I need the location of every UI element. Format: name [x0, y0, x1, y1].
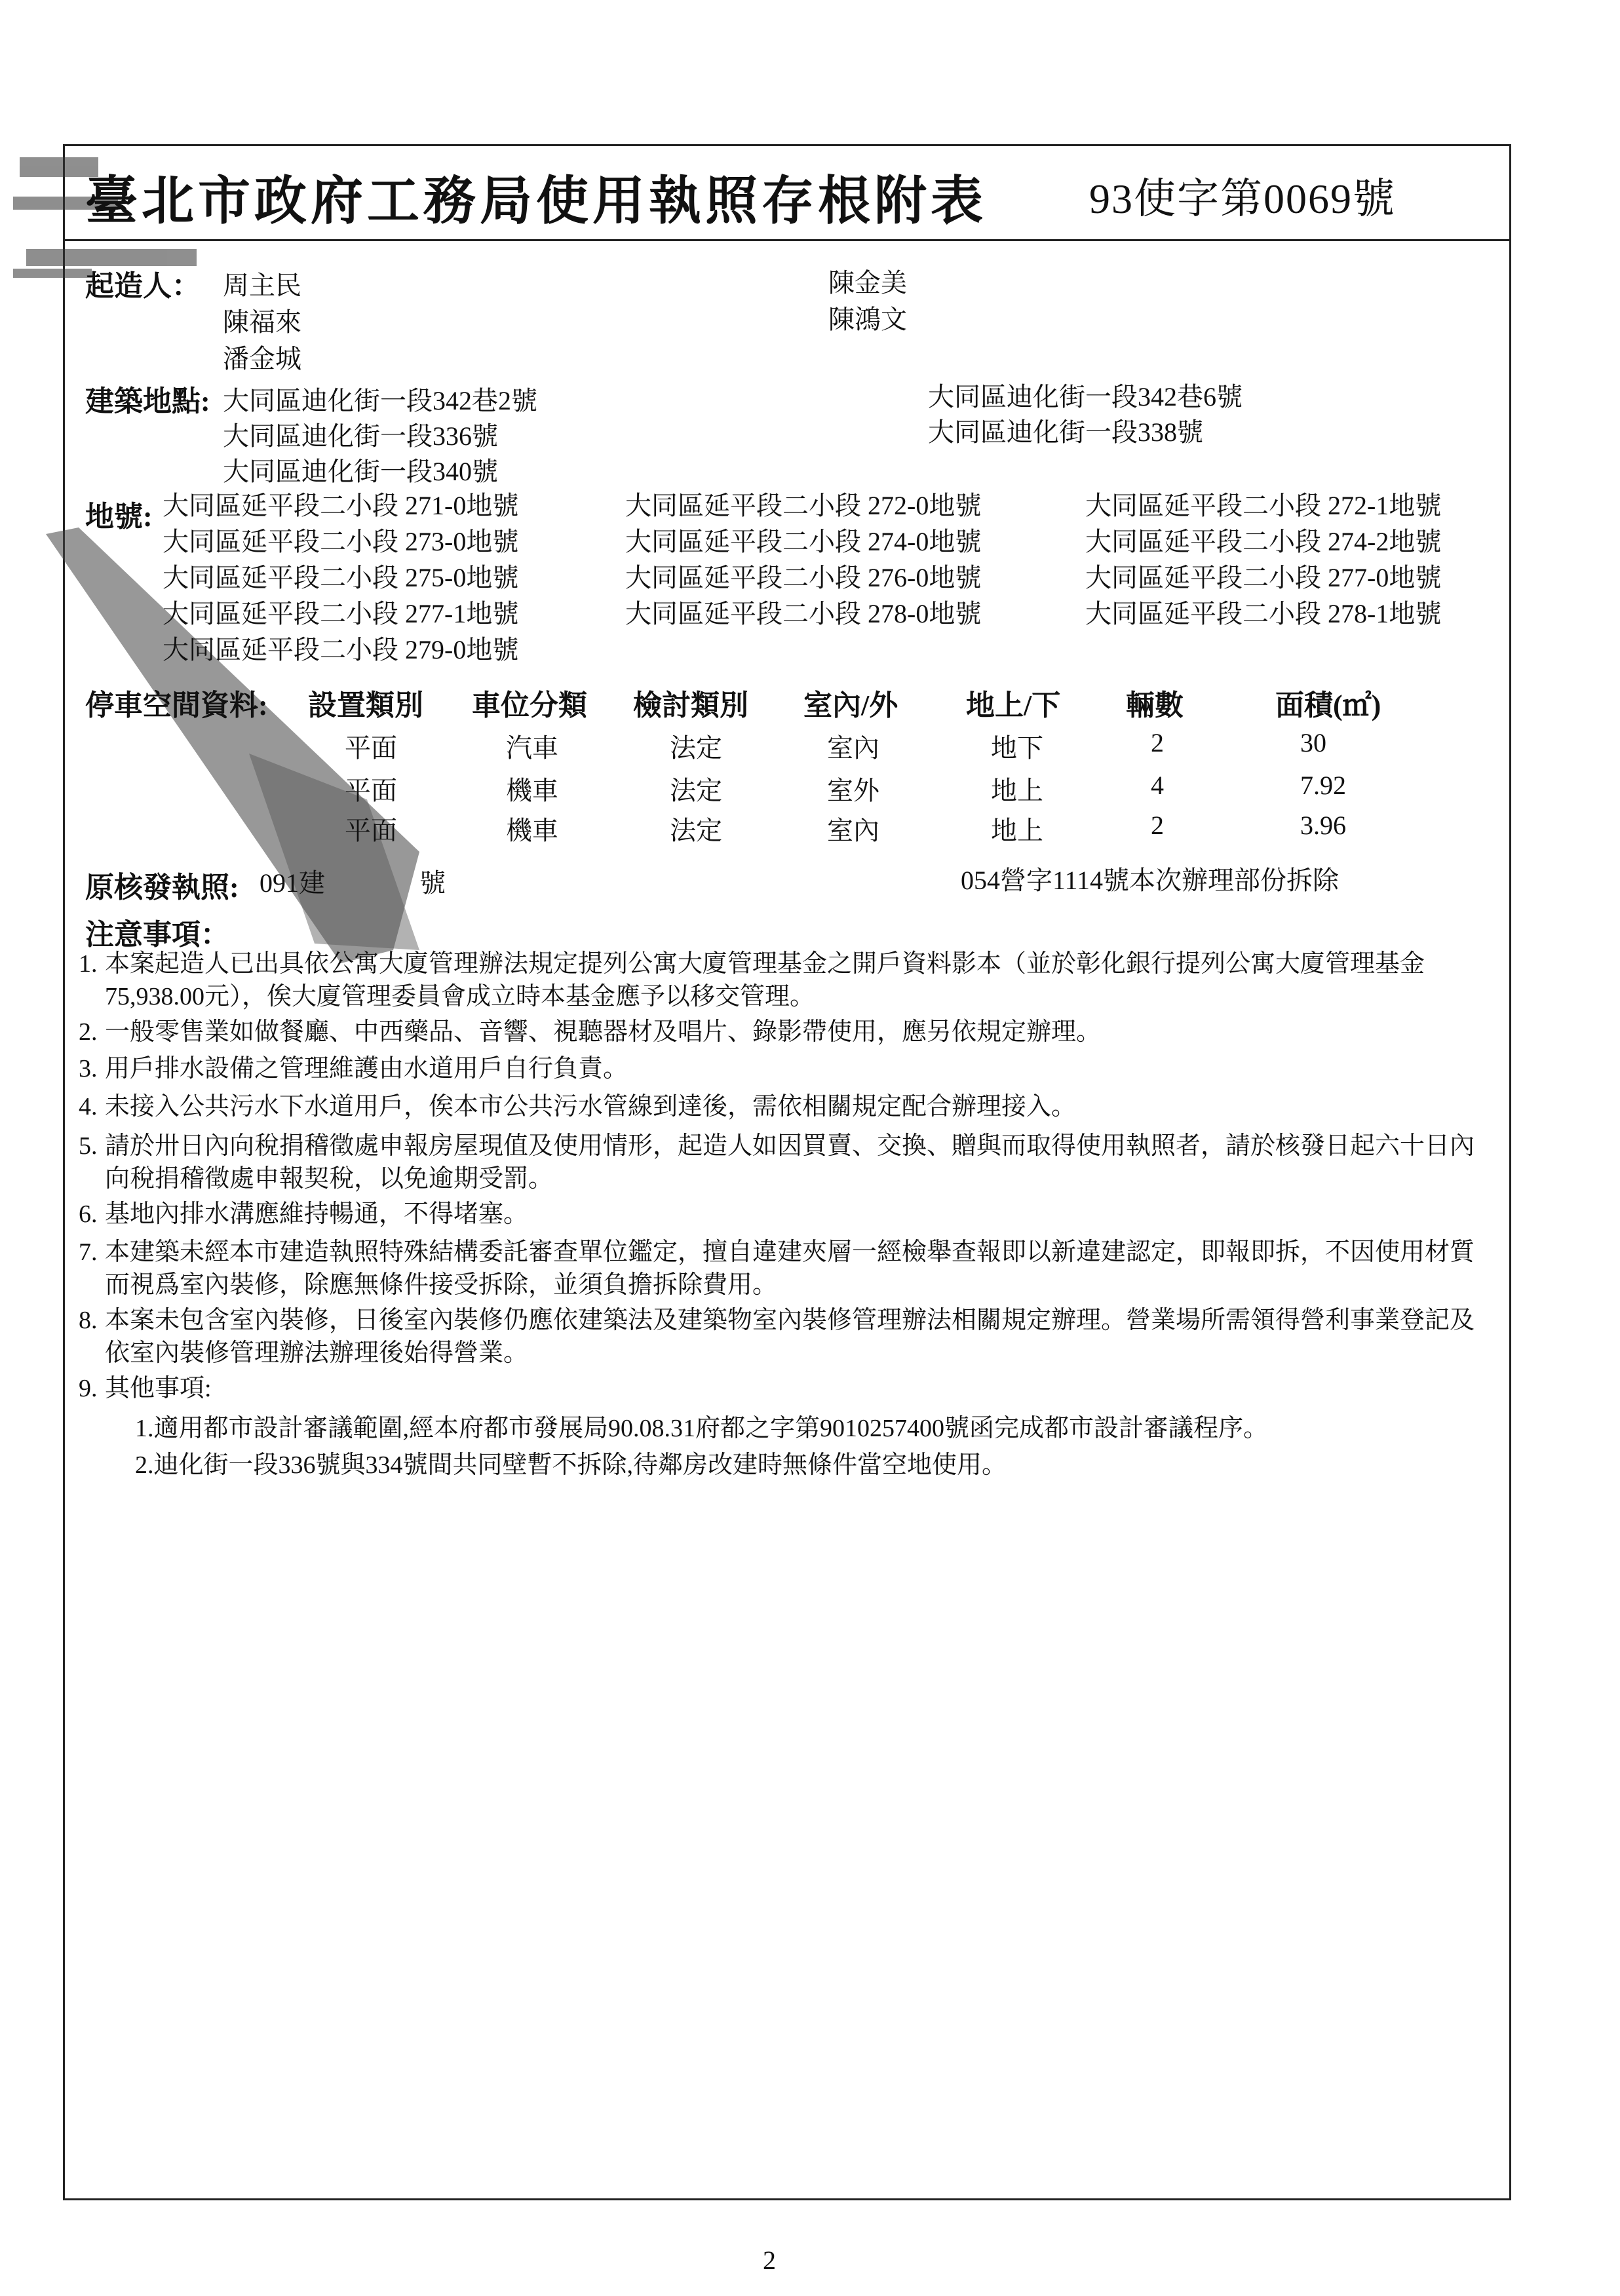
note-number: 3. [79, 1055, 98, 1082]
note-text: 本案起造人已出具依公寓大廈管理辦法規定提列公寓大廈管理基金之開戶資料影本（並於彰化銀行提列公寓大廈管理基金75,938.00元），俟大廈管理委員會成立時本基金應予以移交管理。 [105, 950, 1425, 1010]
parking-cell: 室內 [827, 816, 879, 845]
note-number: 8. [79, 1307, 98, 1334]
note-text: 本建築未經本市建造執照特殊結構委託審查單位鑑定，擅自違建夾層一經檢舉查報即以新違建認定，即報即拆，不因使用材質而視爲室內裝修，除應無條件接受拆除，並須負擔拆除費用。 [105, 1238, 1475, 1299]
parking-cell: 2 [1151, 728, 1164, 757]
note-item [79, 1130, 1488, 1195]
parking-cell: 7.92 [1300, 771, 1346, 800]
parking-header: 室內/外 [803, 689, 898, 721]
note-item [79, 1016, 1488, 1048]
site-address: 大同區迪化街一段342巷2號 [223, 386, 537, 415]
note-text: 其他事項: [105, 1375, 212, 1402]
builder-name: 陳鴻文 [828, 305, 907, 334]
parking-cell: 室內 [827, 733, 879, 763]
note-item [79, 1304, 1488, 1369]
parking-header: 面積(㎡) [1275, 689, 1381, 721]
lot-number: 大同區延平段二小段 274-2地號 [1085, 527, 1442, 556]
parking-cell: 機車 [506, 776, 558, 805]
note-text: 未接入公共污水下水道用戶，俟本市公共污水管線到達後，需依相關規定配合辦理接入。 [105, 1093, 1077, 1120]
parking-cell: 30 [1300, 728, 1326, 757]
site-address: 大同區迪化街一段336號 [223, 421, 498, 451]
notes-label: 注意事項： [85, 919, 229, 951]
builders-label: 起造人： [85, 270, 201, 302]
lot-number: 大同區延平段二小段 279-0地號 [163, 635, 519, 664]
builder-name: 潘金城 [223, 344, 301, 373]
note-number: 6. [79, 1200, 98, 1228]
parking-cell: 平面 [345, 776, 397, 805]
lot-number: 大同區延平段二小段 278-0地號 [625, 599, 982, 628]
parking-cell: 地上 [991, 776, 1043, 805]
note-item [79, 1090, 1488, 1123]
site-label: 建築地點: [85, 385, 210, 417]
lot-number: 大同區延平段二小段 272-0地號 [625, 491, 982, 520]
parking-cell: 平面 [345, 816, 397, 845]
page-number: 2 [763, 2246, 776, 2275]
note-item [79, 1198, 1488, 1231]
note-item [79, 1236, 1488, 1301]
note-text: 基地內排水溝應維持暢通，不得堵塞。 [105, 1200, 529, 1228]
original-permit-value-tail: 號 [419, 868, 446, 898]
parking-cell: 地下 [991, 733, 1043, 763]
note-item [79, 1052, 1488, 1085]
note-text: 一般零售業如做餐廳、中西藥品、音響、視聽器材及唱片、錄影帶使用，應另依規定辦理。 [105, 1018, 1102, 1046]
note-number: 9. [79, 1375, 98, 1402]
note-number: 4. [79, 1093, 98, 1120]
lot-number: 大同區延平段二小段 276-0地號 [625, 563, 982, 592]
lot-number: 大同區延平段二小段 271-0地號 [163, 491, 519, 520]
lot-number: 大同區延平段二小段 275-0地號 [163, 563, 519, 592]
parking-header: 檢討類別 [633, 689, 748, 721]
parking-cell: 汽車 [506, 733, 558, 763]
note-number: 7. [79, 1238, 98, 1266]
document-title: 臺北市政府工務局使用執照存根附表 [85, 173, 987, 231]
parking-cell: 4 [1151, 771, 1164, 800]
note-item [79, 947, 1488, 1013]
site-address: 大同區迪化街一段338號 [928, 417, 1203, 447]
parking-header: 輛數 [1126, 689, 1184, 721]
parking-cell: 法定 [670, 733, 722, 763]
original-permit-value: 091建 [260, 868, 325, 898]
note-number: 1. [79, 950, 98, 978]
parking-header: 地上/下 [966, 689, 1061, 721]
lot-number: 大同區延平段二小段 278-1地號 [1085, 599, 1442, 628]
lot-number: 大同區延平段二小段 277-0地號 [1085, 563, 1442, 592]
builder-name: 陳金美 [828, 268, 907, 297]
lot-number: 大同區延平段二小段 273-0地號 [163, 527, 519, 556]
builder-name: 周主民 [223, 271, 301, 300]
original-permit-label: 原核發執照: [85, 871, 239, 904]
lots-label: 地號: [85, 501, 153, 533]
note-text: 本案未包含室內裝修，日後室內裝修仍應依建築法及建築物室內裝修管理辦法相關規定辦理。營業場所需領得營利事業登記及依室內裝修管理辦法辦理後始得營業。 [105, 1307, 1475, 1367]
note-number: 5. [79, 1132, 98, 1160]
sub-note-item: 2.迪化街一段336號與334號間共同壁暫不拆除,待鄰房改建時無條件當空地使用。 [135, 1451, 1007, 1479]
site-address: 大同區迪化街一段340號 [223, 457, 498, 486]
sub-note-item: 1.適用都市設計審議範圍,經本府都市發展局90.08.31府都之字第9010257400號函完成都市設計審議程序。 [135, 1415, 1269, 1442]
parking-label: 停車空間資料: [85, 689, 268, 721]
parking-cell: 機車 [506, 816, 558, 845]
lot-number: 大同區延平段二小段 272-1地號 [1085, 491, 1442, 520]
lot-number: 大同區延平段二小段 277-1地號 [163, 599, 519, 628]
parking-header: 車位分類 [472, 689, 587, 721]
permit-number: 93使字第0069號 [1089, 176, 1396, 222]
note-number: 2. [79, 1018, 98, 1046]
parking-cell: 地上 [991, 816, 1043, 845]
site-address: 大同區迪化街一段342巷6號 [928, 382, 1243, 411]
parking-cell: 法定 [670, 816, 722, 845]
parking-cell: 平面 [345, 733, 397, 763]
original-permit-note: 054營字1114號本次辦理部份拆除 [961, 866, 1340, 895]
parking-cell: 2 [1151, 811, 1164, 840]
note-item [79, 1372, 1488, 1405]
builder-name: 陳福來 [223, 307, 301, 337]
note-text: 請於卅日內向稅捐稽徵處申報房屋現值及使用情形，起造人如因買賣、交換、贈與而取得使用執照者，請於核發日起六十日內向稅捐稽徵處申報契稅，以免逾期受罰。 [105, 1132, 1475, 1193]
parking-cell: 3.96 [1300, 811, 1346, 840]
note-text: 用戶排水設備之管理維護由水道用戶自行負責。 [105, 1055, 628, 1082]
parking-cell: 室外 [827, 776, 879, 805]
parking-header: 設置類別 [308, 689, 423, 721]
lot-number: 大同區延平段二小段 274-0地號 [625, 527, 982, 556]
parking-cell: 法定 [670, 776, 722, 805]
